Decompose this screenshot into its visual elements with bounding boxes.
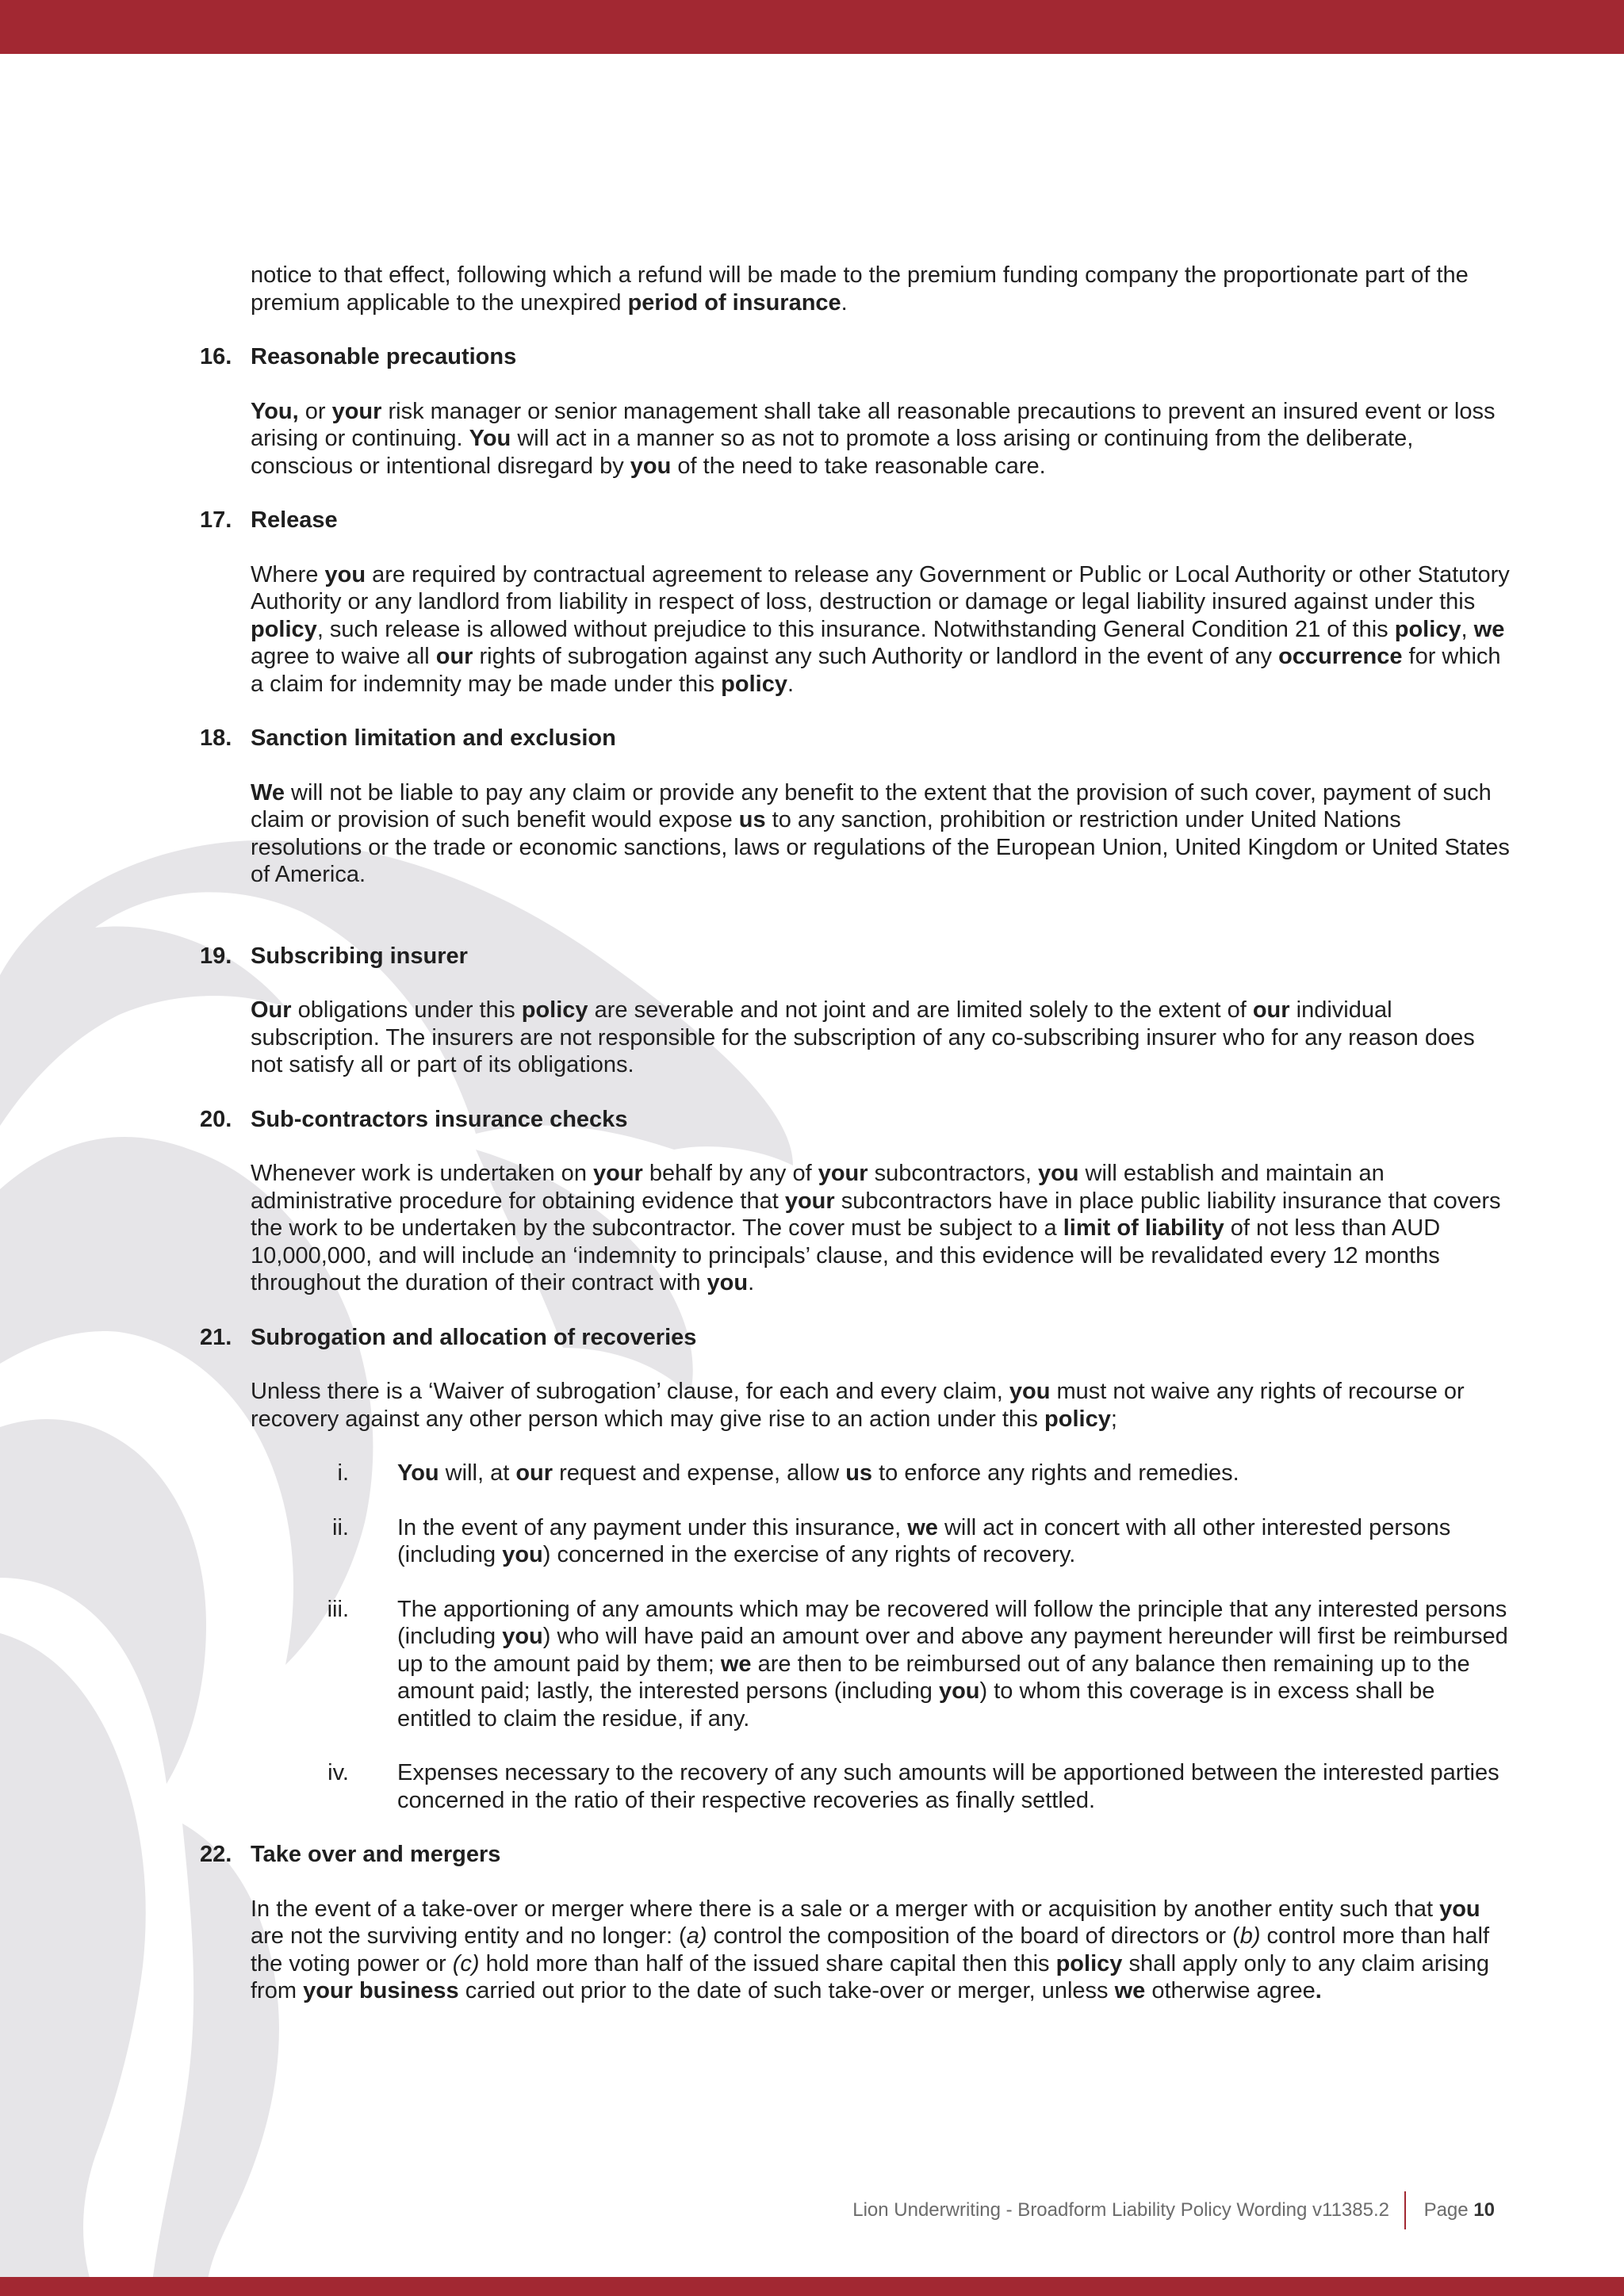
section-22-heading: [200, 1841, 1510, 1869]
list-numeral: i.: [337, 1460, 349, 1486]
footer-bar: [0, 2277, 1624, 2296]
list-item: iii. The apportioning of any amounts which may be recovered will follow the principle that any interested persons (including you) who will have paid an amount over and above any payment hereunder will first be reimbursed up to the amount paid by them; we are then to be reimbursed out of any balance then remaining up to the amount paid; lastly, the interested persons (including you) to whom this coverage is in excess shall be entitled to claim the residue, if any.: [200, 1596, 1510, 1733]
section-title: Subrogation and allocation of recoveries: [251, 1324, 697, 1350]
section-title: Take over and mergers: [251, 1842, 501, 1867]
section-number: 21.: [200, 1324, 232, 1350]
footer-divider: [1404, 2191, 1406, 2229]
list-item: ii. In the event of any payment under this insurance, we will act in concert with all other interested persons (including you) concerned in the exercise of any rights of recovery.: [200, 1514, 1510, 1569]
footer-document-title: Lion Underwriting - Broadform Liability Policy Wording v11385.2: [852, 2199, 1389, 2221]
list-numeral: ii.: [332, 1514, 349, 1540]
footer-page-number: Page 10: [1423, 2199, 1495, 2221]
list-item: i. You will, at our request and expense, allow us to enforce any rights and remedies.: [200, 1460, 1510, 1487]
section-title: Reasonable precautions: [251, 344, 517, 369]
section-number: 17.: [200, 507, 232, 533]
page-footer: [714, 2191, 1495, 2229]
section-title: Subscribing insurer: [251, 943, 468, 969]
section-17-heading: [200, 507, 1510, 534]
section-19-paragraph: Our obligations under this policy are severable and not joint and are limited solely to the extent of our individual subscription. The insurers are not responsible for the subscription of any co-subscribing insurer who for any reason does not satisfy all or part of its obligations.: [251, 997, 1475, 1077]
section-number: 20.: [200, 1106, 232, 1132]
section-16-heading: [200, 343, 1510, 371]
section-18-heading: [200, 725, 1510, 752]
section-16-paragraph: You, or your risk manager or senior management shall take all reasonable precautions to prevent an insured event or loss arising or continuing. You will act in a manner so as not to promote a loss arising or continuing from the deliberate, conscious or intentional disregard by you of the need to take reasonable care.: [251, 398, 1496, 479]
section-number: 16.: [200, 344, 232, 369]
recoveries-list: [200, 1460, 1510, 1814]
section-17-paragraph: Where you are required by contractual agreement to release any Government or Public or Local Authority or other Statutory Authority or any landlord from liability in respect of loss, destruction or damage or legal liability insured against under this policy, such release is allowed without prejudice to this insurance. Notwithstanding General Condition 21 of this policy, we agree to waive all our rights of subrogation against any such Authority or landlord in the event of any occurrence for which a claim for indemnity may be made under this policy.: [251, 561, 1510, 697]
section-title: Sanction limitation and exclusion: [251, 725, 616, 751]
section-20-heading: [200, 1106, 1510, 1134]
list-numeral: iv.: [327, 1760, 349, 1785]
section-title: Sub-contractors insurance checks: [251, 1106, 628, 1132]
document-body: [200, 262, 1510, 2032]
section-number: 22.: [200, 1842, 232, 1867]
section-number: 19.: [200, 943, 232, 969]
section-18-paragraph: We will not be liable to pay any claim or provide any benefit to the extent that the provision of such cover, payment of such claim or provision of such benefit would expose us to any sanction, prohibition or restriction under United Nations resolutions or the trade or economic sanctions, laws or regulations of the European Union, United Kingdom or United States of America.: [251, 779, 1510, 887]
continuation-paragraph: notice to that effect, following which a refund will be made to the premium funding company the proportionate part of the premium applicable to the unexpired period of insurance.: [251, 262, 1469, 316]
section-21-heading: [200, 1324, 1510, 1352]
section-22-paragraph: In the event of a take-over or merger where there is a sale or a merger with or acquisition by another entity such that you are not the surviving entity and no longer: (a) control the composition of the board of directors or (b) control more than half the voting power or (c) hold more than half of the issued share capital then this policy shall apply only to any claim arising from your business carried out prior to the date of such take-over or merger, unless we otherwise agree.: [251, 1896, 1490, 2003]
section-20-paragraph: Whenever work is undertaken on your behalf by any of your subcontractors, you will establish and maintain an administrative procedure for obtaining evidence that your subcontractors have in place public liability insurance that covers the work to be undertaken by the subcontractor. The cover must be subject to a limit of liability of not less than AUD 10,000,000, and will include an ‘indemnity to principals’ clause, and this evidence will be revalidated every 12 months throughout the duration of their contract with you.: [251, 1161, 1501, 1295]
list-item: iv. Expenses necessary to the recovery of any such amounts will be apportioned between the interested parties concerned in the ratio of their respective recoveries as finally settled.: [200, 1759, 1510, 1814]
section-19-heading: [200, 943, 1510, 970]
header-bar: [0, 0, 1624, 54]
section-title: Release: [251, 507, 338, 533]
section-number: 18.: [200, 725, 232, 751]
list-numeral: iii.: [327, 1596, 349, 1622]
section-21-paragraph: Unless there is a ‘Waiver of subrogation’ clause, for each and every claim, you must not waive any rights of recourse or recovery against any other person which may give rise to an action under this policy;: [251, 1379, 1465, 1432]
